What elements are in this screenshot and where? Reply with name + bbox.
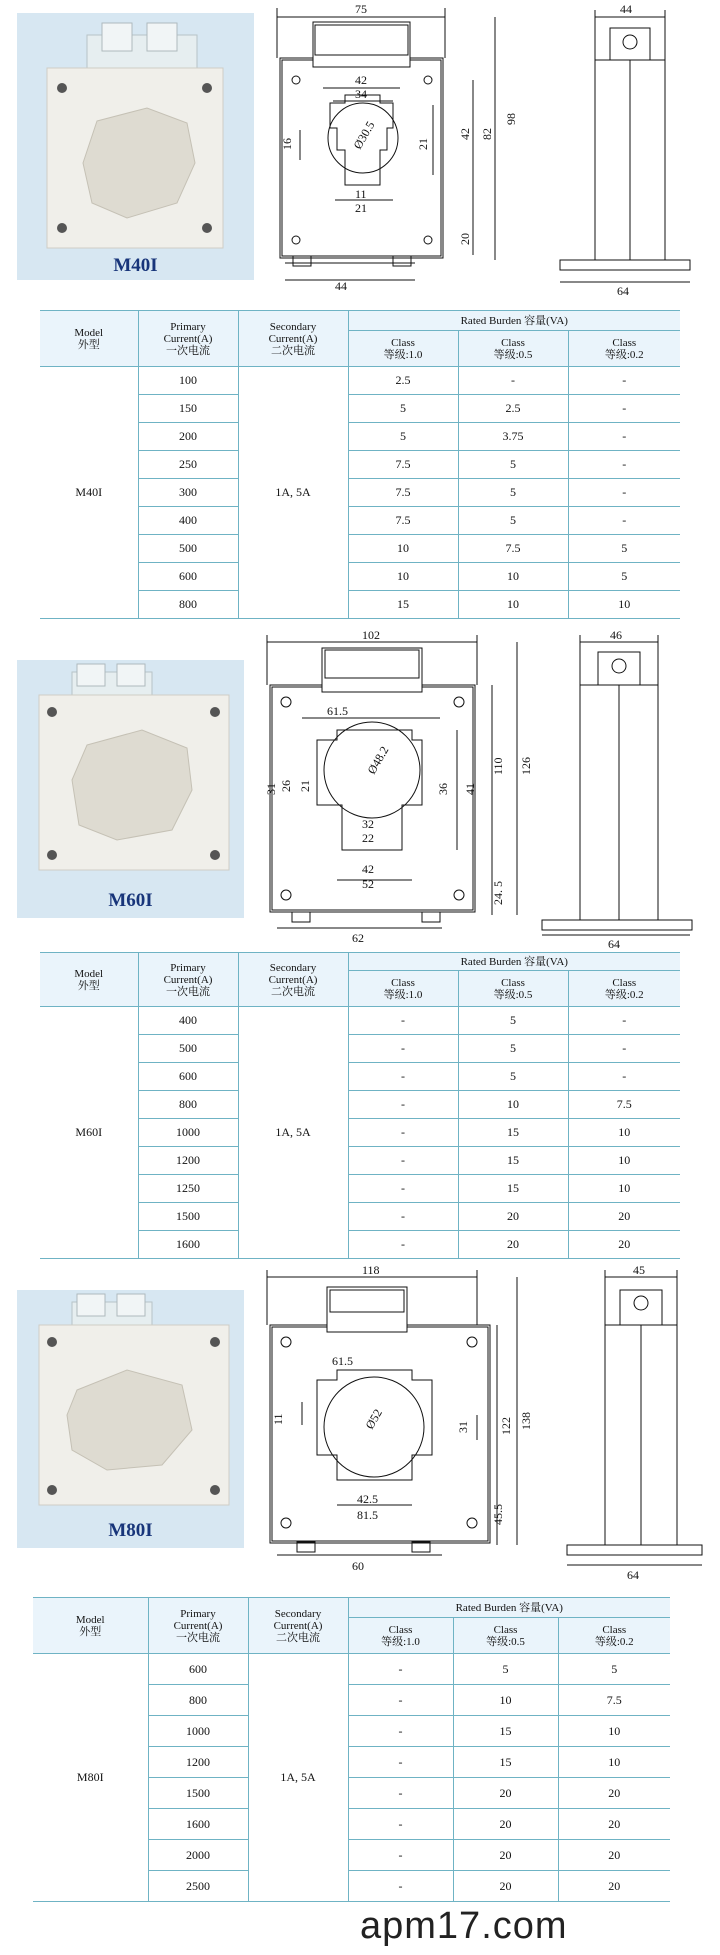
secondary-cell: 1A, 5A xyxy=(238,367,348,619)
class1-cell: - xyxy=(348,1840,453,1871)
class02-cell: 20 xyxy=(558,1871,670,1902)
primary-cell: 200 xyxy=(138,423,238,451)
dim-right-41: 41 xyxy=(463,783,477,795)
dim-bottom-11: 11 xyxy=(355,187,367,201)
class05-cell: 3.75 xyxy=(458,423,568,451)
dim-left-26: 26 xyxy=(279,780,293,792)
primary-cell: 1600 xyxy=(138,1231,238,1259)
class05-cell: 15 xyxy=(458,1119,568,1147)
class05-cell: 10 xyxy=(458,591,568,619)
class05-cell: 20 xyxy=(453,1809,558,1840)
class1-cell: 2.5 xyxy=(348,367,458,395)
dim-height-138: 138 xyxy=(519,1412,533,1430)
primary-cell: 250 xyxy=(138,451,238,479)
class02-cell: 7.5 xyxy=(568,1091,680,1119)
front-drawing-m80i xyxy=(262,1265,562,1585)
primary-cell: 150 xyxy=(138,395,238,423)
dim-diameter: Ø52 xyxy=(362,1406,385,1432)
class1-cell: - xyxy=(348,1035,458,1063)
primary-cell: 1250 xyxy=(138,1175,238,1203)
primary-cell: 400 xyxy=(138,1007,238,1035)
class05-cell: 15 xyxy=(453,1716,558,1747)
class1-cell: - xyxy=(348,1063,458,1091)
class02-cell: 5 xyxy=(558,1654,670,1685)
dim-bottom-20: 20 xyxy=(458,233,472,245)
primary-cell: 800 xyxy=(138,1091,238,1119)
class05-cell: 10 xyxy=(458,563,568,591)
class02-cell: 20 xyxy=(558,1840,670,1871)
primary-cell: 1000 xyxy=(148,1716,248,1747)
dim-height-42: 42 xyxy=(458,128,472,140)
product-photo-m60i xyxy=(17,660,244,918)
dim-window-outer: 61.5 xyxy=(332,1354,353,1368)
dim-left-21: 21 xyxy=(298,780,312,792)
class05-cell: 20 xyxy=(458,1231,568,1259)
header-primary: Primary Current(A) 一次电流 xyxy=(148,1598,248,1654)
class05-cell: 5 xyxy=(458,1007,568,1035)
front-drawing-m60i xyxy=(262,630,562,950)
primary-cell: 800 xyxy=(138,591,238,619)
dim-mount-60: 60 xyxy=(352,1559,364,1573)
primary-cell: 1600 xyxy=(148,1809,248,1840)
primary-cell: 1500 xyxy=(148,1778,248,1809)
model-cell: M40I xyxy=(40,367,138,619)
header-rated-burden: Rated Burden 容量(VA) xyxy=(348,953,680,971)
header-class-02: Class 等级:0.2 xyxy=(558,1618,670,1654)
class02-cell: - xyxy=(568,479,680,507)
primary-cell: 600 xyxy=(138,1063,238,1091)
class02-cell: - xyxy=(568,1007,680,1035)
class05-cell: 5 xyxy=(458,1035,568,1063)
class1-cell: - xyxy=(348,1119,458,1147)
dim-height-126: 126 xyxy=(519,757,533,775)
product-photo-m40i xyxy=(17,13,254,280)
spec-table-m80i xyxy=(33,1597,670,1902)
dim-height-110: 110 xyxy=(491,757,505,775)
dim-inner-22: 22 xyxy=(362,831,374,845)
class02-cell: - xyxy=(568,1063,680,1091)
class05-cell: 20 xyxy=(453,1778,558,1809)
header-class-1: Class 等级:1.0 xyxy=(348,971,458,1007)
class1-cell: - xyxy=(348,1175,458,1203)
side-drawing-m60i xyxy=(540,630,700,950)
primary-cell: 500 xyxy=(138,535,238,563)
class02-cell: 20 xyxy=(568,1203,680,1231)
class1-cell: 7.5 xyxy=(348,507,458,535)
class05-cell: 5 xyxy=(458,507,568,535)
dim-bottom-45-5: 45.5 xyxy=(491,1504,505,1525)
dim-bottom-24-5: 24. 5 xyxy=(491,881,505,905)
class02-cell: - xyxy=(568,395,680,423)
class1-cell: - xyxy=(348,1203,458,1231)
dim-bottom-52: 52 xyxy=(362,877,374,891)
table-row xyxy=(40,367,680,395)
primary-cell: 300 xyxy=(138,479,238,507)
photo-label: M40I xyxy=(113,255,158,276)
dim-side-depth: 44 xyxy=(620,2,632,16)
class05-cell: 15 xyxy=(458,1147,568,1175)
class02-cell: 5 xyxy=(568,563,680,591)
dim-bottom-21: 21 xyxy=(355,201,367,215)
class02-cell: 10 xyxy=(568,1175,680,1203)
header-secondary: Secondary Current(A) 二次电流 xyxy=(238,953,348,1007)
class1-cell: 5 xyxy=(348,423,458,451)
class1-cell: - xyxy=(348,1871,453,1902)
dim-height-82: 82 xyxy=(480,128,494,140)
dim-inner-32: 32 xyxy=(362,817,374,831)
dim-right-21: 21 xyxy=(416,138,430,150)
class05-cell: 10 xyxy=(453,1685,558,1716)
class1-cell: - xyxy=(348,1231,458,1259)
photo-label: M60I xyxy=(108,890,153,911)
section-m40i xyxy=(0,0,720,625)
primary-cell: 1500 xyxy=(138,1203,238,1231)
class1-cell: 7.5 xyxy=(348,479,458,507)
photo-label: M80I xyxy=(108,1520,153,1541)
dim-top-width: 75 xyxy=(355,2,367,16)
class1-cell: - xyxy=(348,1778,453,1809)
class05-cell: 10 xyxy=(458,1091,568,1119)
class02-cell: 10 xyxy=(558,1747,670,1778)
model-cell: M80I xyxy=(33,1654,148,1902)
class1-cell: - xyxy=(348,1747,453,1778)
class1-cell: 10 xyxy=(348,563,458,591)
class05-cell: 20 xyxy=(453,1871,558,1902)
watermark: apm17.com xyxy=(360,1905,568,1947)
primary-cell: 500 xyxy=(138,1035,238,1063)
class05-cell: 5 xyxy=(458,479,568,507)
primary-cell: 400 xyxy=(138,507,238,535)
class05-cell: 15 xyxy=(458,1175,568,1203)
class05-cell: 20 xyxy=(453,1840,558,1871)
class1-cell: - xyxy=(348,1716,453,1747)
header-class-05: Class 等级:0.5 xyxy=(458,971,568,1007)
primary-cell: 100 xyxy=(138,367,238,395)
dim-mount-62: 62 xyxy=(352,931,364,945)
class05-cell: 5 xyxy=(458,1063,568,1091)
dim-side-base: 64 xyxy=(627,1568,639,1582)
class02-cell: - xyxy=(568,451,680,479)
product-photo-m80i xyxy=(17,1290,244,1548)
class02-cell: 20 xyxy=(568,1231,680,1259)
side-drawing-m40i xyxy=(555,0,695,300)
primary-cell: 2000 xyxy=(148,1840,248,1871)
header-secondary: Secondary Current(A) 二次电流 xyxy=(238,311,348,367)
class02-cell: 20 xyxy=(558,1778,670,1809)
class02-cell: 5 xyxy=(568,535,680,563)
class05-cell: 5 xyxy=(453,1654,558,1685)
class1-cell: 15 xyxy=(348,591,458,619)
header-secondary: Secondary Current(A) 二次电流 xyxy=(248,1598,348,1654)
class1-cell: 10 xyxy=(348,535,458,563)
transformer-image xyxy=(17,13,254,280)
header-class-1: Class 等级:1.0 xyxy=(348,1618,453,1654)
header-model: Model 外型 xyxy=(33,1598,148,1654)
header-rated-burden: Rated Burden 容量(VA) xyxy=(348,1598,670,1618)
header-model: Model 外型 xyxy=(40,311,138,367)
secondary-cell: 1A, 5A xyxy=(238,1007,348,1259)
dim-height-98: 98 xyxy=(504,113,518,125)
dim-top-width: 102 xyxy=(362,630,380,642)
spec-table-m60i xyxy=(40,952,680,1259)
class1-cell: 5 xyxy=(348,395,458,423)
header-class-02: Class 等级:0.2 xyxy=(568,331,680,367)
dim-bottom-42-5: 42.5 xyxy=(357,1492,378,1506)
primary-cell: 1200 xyxy=(138,1147,238,1175)
secondary-cell: 1A, 5A xyxy=(248,1654,348,1902)
front-drawing-m40i xyxy=(275,0,525,300)
header-class-05: Class 等级:0.5 xyxy=(453,1618,558,1654)
class05-cell: - xyxy=(458,367,568,395)
class02-cell: 10 xyxy=(568,1147,680,1175)
dim-left-11: 11 xyxy=(271,1413,285,1425)
primary-cell: 600 xyxy=(138,563,238,591)
dim-left-31: 31 xyxy=(264,783,278,795)
class02-cell: 20 xyxy=(558,1809,670,1840)
class05-cell: 20 xyxy=(458,1203,568,1231)
class05-cell: 7.5 xyxy=(458,535,568,563)
header-rated-burden: Rated Burden 容量(VA) xyxy=(348,311,680,331)
class02-cell: 10 xyxy=(568,591,680,619)
class1-cell: - xyxy=(348,1091,458,1119)
dim-bottom-42: 42 xyxy=(362,862,374,876)
class1-cell: - xyxy=(348,1147,458,1175)
header-primary: Primary Current(A) 一次电流 xyxy=(138,953,238,1007)
side-drawing-m80i xyxy=(565,1265,705,1585)
dim-window-outer: 61.5 xyxy=(327,704,348,718)
dim-diameter: Ø30.5 xyxy=(350,118,378,152)
section-m60i xyxy=(0,630,720,1260)
dim-height-122: 122 xyxy=(499,1417,513,1435)
dim-left-16: 16 xyxy=(280,138,294,150)
dim-side-depth: 45 xyxy=(633,1265,645,1277)
dim-side-base: 64 xyxy=(617,284,629,298)
class05-cell: 15 xyxy=(453,1747,558,1778)
dim-mount-44: 44 xyxy=(335,279,347,293)
class1-cell: - xyxy=(348,1809,453,1840)
class02-cell: - xyxy=(568,423,680,451)
dim-window-outer: 42 xyxy=(355,73,367,87)
primary-cell: 1200 xyxy=(148,1747,248,1778)
class02-cell: 7.5 xyxy=(558,1685,670,1716)
transformer-image xyxy=(17,1290,244,1548)
dim-top-width: 118 xyxy=(362,1265,380,1277)
primary-cell: 600 xyxy=(148,1654,248,1685)
primary-cell: 1000 xyxy=(138,1119,238,1147)
header-model: Model 外型 xyxy=(40,953,138,1007)
dim-diameter: Ø48.2 xyxy=(364,743,392,777)
transformer-image xyxy=(17,660,244,918)
dim-right-36: 36 xyxy=(436,783,450,795)
table-row xyxy=(33,1654,670,1685)
class1-cell: 7.5 xyxy=(348,451,458,479)
class1-cell: - xyxy=(348,1685,453,1716)
header-class-1: Class 等级:1.0 xyxy=(348,331,458,367)
class1-cell: - xyxy=(348,1007,458,1035)
dim-side-base: 64 xyxy=(608,937,620,950)
header-primary: Primary Current(A) 一次电流 xyxy=(138,311,238,367)
class1-cell: - xyxy=(348,1654,453,1685)
model-cell: M60I xyxy=(40,1007,138,1259)
class05-cell: 5 xyxy=(458,451,568,479)
class02-cell: 10 xyxy=(568,1119,680,1147)
class02-cell: 10 xyxy=(558,1716,670,1747)
primary-cell: 800 xyxy=(148,1685,248,1716)
class02-cell: - xyxy=(568,367,680,395)
class02-cell: - xyxy=(568,507,680,535)
class02-cell: - xyxy=(568,1035,680,1063)
header-class-05: Class 等级:0.5 xyxy=(458,331,568,367)
primary-cell: 2500 xyxy=(148,1871,248,1902)
dim-right-31: 31 xyxy=(456,1421,470,1433)
class05-cell: 2.5 xyxy=(458,395,568,423)
header-class-02: Class 等级:0.2 xyxy=(568,971,680,1007)
spec-table-m40i xyxy=(40,310,680,619)
dim-side-depth: 46 xyxy=(610,630,622,642)
dim-window-inner: 34 xyxy=(355,87,367,101)
dim-bottom-81-5: 81.5 xyxy=(357,1508,378,1522)
section-m80i xyxy=(0,1265,720,1955)
table-row xyxy=(40,1007,680,1035)
